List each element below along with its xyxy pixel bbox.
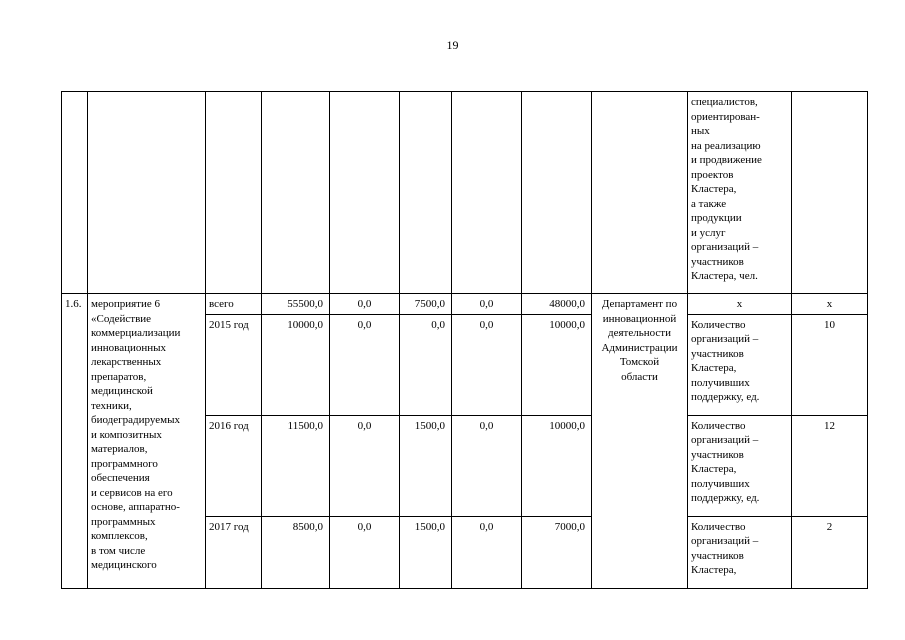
cell-total: 55500,0 xyxy=(262,294,330,315)
cell-indicator-value: 10 xyxy=(792,314,868,415)
cell-indicator: Количество организаций – участников Кластера, xyxy=(688,516,792,588)
cell-name xyxy=(88,92,206,294)
cell-funding-2: 0,0 xyxy=(330,516,400,588)
cell-period xyxy=(206,92,262,294)
cell-executor xyxy=(592,92,688,294)
cell-indicator: Количество организаций – участников Кластера, получивших поддержку, ед. xyxy=(688,415,792,516)
cell-period: 2017 год xyxy=(206,516,262,588)
table-row-item-total xyxy=(62,294,868,315)
cell-total xyxy=(262,92,330,294)
cell-item-number: 1.6. xyxy=(62,294,88,589)
cell-funding-4: 0,0 xyxy=(452,294,522,315)
table-row-continuation xyxy=(62,92,868,294)
cell-funding-3: 7500,0 xyxy=(400,294,452,315)
cell-funding-4: 0,0 xyxy=(452,314,522,415)
cell-funding-3: 1500,0 xyxy=(400,516,452,588)
cell-funding-4 xyxy=(452,92,522,294)
cell-funding-5: 7000,0 xyxy=(522,516,592,588)
cell-funding-4: 0,0 xyxy=(452,516,522,588)
cell-funding-3: 1500,0 xyxy=(400,415,452,516)
cell-period: 2015 год xyxy=(206,314,262,415)
cell-funding-5: 10000,0 xyxy=(522,415,592,516)
cell-total: 11500,0 xyxy=(262,415,330,516)
cell-funding-5: 48000,0 xyxy=(522,294,592,315)
cell-indicator-value: 12 xyxy=(792,415,868,516)
page-number: 19 xyxy=(446,38,459,52)
cell-funding-5 xyxy=(522,92,592,294)
cell-indicator: Количество организаций – участников Кластера, получивших поддержку, ед. xyxy=(688,314,792,415)
cell-indicator: специалистов, ориентирован- ных на реализацию и продвижение проектов Кластера, а также продукции и услуг организаций – участников Кластера, чел. xyxy=(688,92,792,294)
cell-indicator-value: х xyxy=(792,294,868,315)
cell-executor: Департамент по инновационной деятельности Администрации Томской области xyxy=(592,294,688,589)
cell-item-name: мероприятие 6 «Содействие коммерциализации инновационных лекарственных препаратов, медицинской техники, биодеградируемых и композитных материалов, программного обеспечения и сервисов на его основе, аппаратно- программных комплексов, в том числе медицинского xyxy=(88,294,206,589)
cell-indicator-value: 2 xyxy=(792,516,868,588)
cell-indicator-value xyxy=(792,92,868,294)
cell-funding-2: 0,0 xyxy=(330,294,400,315)
cell-funding-2: 0,0 xyxy=(330,415,400,516)
cell-total: 8500,0 xyxy=(262,516,330,588)
cell-funding-4: 0,0 xyxy=(452,415,522,516)
cell-funding-3: 0,0 xyxy=(400,314,452,415)
program-table xyxy=(61,91,868,589)
cell-period: всего xyxy=(206,294,262,315)
cell-indicator: х xyxy=(688,294,792,315)
cell-funding-3 xyxy=(400,92,452,294)
cell-number xyxy=(62,92,88,294)
cell-period: 2016 год xyxy=(206,415,262,516)
cell-funding-2 xyxy=(330,92,400,294)
cell-funding-5: 10000,0 xyxy=(522,314,592,415)
cell-funding-2: 0,0 xyxy=(330,314,400,415)
cell-total: 10000,0 xyxy=(262,314,330,415)
